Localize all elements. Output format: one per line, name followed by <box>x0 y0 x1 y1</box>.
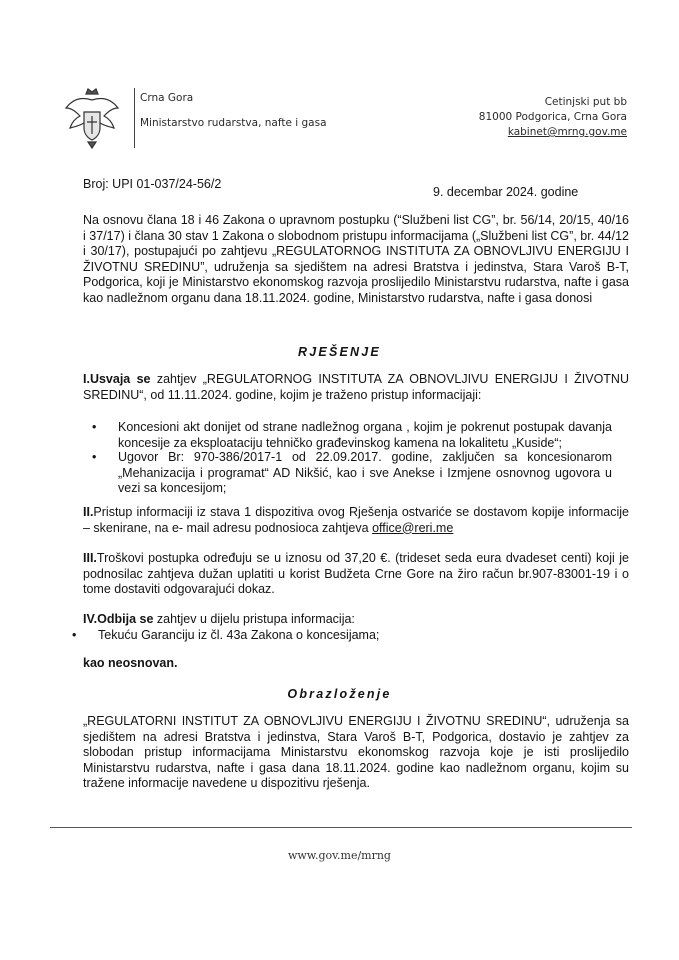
section-4-bullet-1: Tekuću Garanciju iz čl. 43a Zakona o koncesijama; <box>98 628 380 642</box>
country-name: Crna Gora <box>140 92 194 104</box>
section-1-text: zahtjev „REGULATORNOG INSTITUTA ZA OBNOVLJIVU ENERGIJU I ŽIVOTNU SREDINU“, od 11.11.2024. godine, kojim je traženo pristup informacijaji: <box>83 372 629 402</box>
section-4-paragraph <box>83 612 629 628</box>
section-4-closing: kao neosnovan. <box>83 656 178 670</box>
reasoning-title: Obrazloženje <box>287 687 392 701</box>
document-date: 9. decembar 2024. godine <box>433 185 579 199</box>
applicant-email-link[interactable]: office@reri.me <box>372 520 454 535</box>
section-1-bullet-2: Ugovor Br: 970-386/2017-1 od 22.09.2017. godine, zaključen sa koncesionarom „Mehanizacija i programat“ AD Nikšić, kao i sve Anekse i Izmjene osnovnog ugovora u vezi sa koncesijom; <box>118 450 612 495</box>
reasoning-paragraph: „REGULATORNI INSTITUT ZA OBNOVLJIVU ENERGIJU I ŽIVOTNU SREDINU“, udruženja sa sjedištem na adresi Bratstva i jedinstva, Stara Varoš B-T, Podgorica, dostavio je zahtjev za slobodan pristup informacijama Ministarstvu ekonomskog razvoja koje je isti proslijedilo Ministarstvu rudarstva, nafte i gasa dana 18.11.2024. godine kao nadležnom organu, kojim su tražene informacije navedene u dispozitivu rješenja. <box>83 714 629 790</box>
list-item <box>92 450 612 497</box>
bullet-icon: • <box>92 420 97 434</box>
list-item <box>92 420 612 451</box>
list-item <box>72 628 592 644</box>
section-1-lead: I.Usvaja se <box>83 372 151 386</box>
intro-paragraph: Na osnovu člana 18 i 46 Zakona o upravnom postupku (“Službeni list CG”, br. 56/14, 20/15, 40/16 i 37/17) i člana 30 stav 1 Zakona o slobodnom pristupu informacijama („Službeni list CG”, br. 44/12 i 30/17), postupajući po zahtjevu „REGULATORNOG INSTITUTA ZA OBNOVLJIVU ENERGIJU I ŽIVOTNU SREDINU”, udruženja sa sjedištem na adresi Bratstva i jedinstva, Stara Varoš B-T, Podgorica, koji je Ministarstvo ekonomskog razvoja proslijedilo Ministarstvu rudarstva, nafte i gasa kao nadležnom organu dana 18.11.2024. godine, Ministarstvo rudarstva, nafte i gasa donosi <box>83 213 629 305</box>
ministry-name: Ministarstvo rudarstva, nafte i gasa <box>140 117 327 129</box>
bullet-icon: • <box>92 450 97 464</box>
header-divider <box>134 88 135 148</box>
section-1-bullet-1: Koncesioni akt donijet od strane nadležnog organa , kojim je pokrenut postupak davanja koncesije za eksploataciju tehničko građevinskog kamena na lokalitetu „Kuside“; <box>118 420 612 450</box>
coat-of-arms-icon <box>62 86 122 150</box>
section-4-lead: IV.Odbija se <box>83 612 154 626</box>
bullet-icon: • <box>72 628 77 642</box>
footer-divider <box>50 827 632 828</box>
section-3-lead: III. <box>83 551 97 565</box>
header-email-link[interactable]: kabinet@mrng.gov.me <box>507 126 627 138</box>
section-3-paragraph <box>83 551 629 598</box>
section-1-paragraph <box>83 372 629 403</box>
section-4-text: zahtjev u dijelu pristupa informacija: <box>153 612 355 626</box>
decision-title: RJEŠENJE <box>298 345 381 359</box>
address-street: Cetinjski put bb <box>544 96 627 108</box>
section-3-text: Troškovi postupka određuju se u iznosu od 37,20 €. (trideset seda eura dvadeset centi) koji je podnosilac zahtjeva dužan uplatiti u korist Budžeta Crne Gore na žiro račun br.907-83001-19 i o tome dostaviti odgovarajući dokaz. <box>83 551 629 596</box>
footer-url-link[interactable]: www.gov.me/mrng <box>288 849 391 862</box>
section-2-lead: II. <box>83 505 94 519</box>
section-2-text: Pristup informaciji iz stava 1 dispozitiva ovog Rješenja ostvariće se dostavom kopije informacije – skenirane, na e- mail adresu podnosioca zahtjeva <box>83 505 629 535</box>
address-city: 81000 Podgorica, Crna Gora <box>478 111 627 123</box>
document-number: Broj: UPI 01-037/24-56/2 <box>83 177 222 191</box>
section-2-paragraph <box>83 505 629 536</box>
